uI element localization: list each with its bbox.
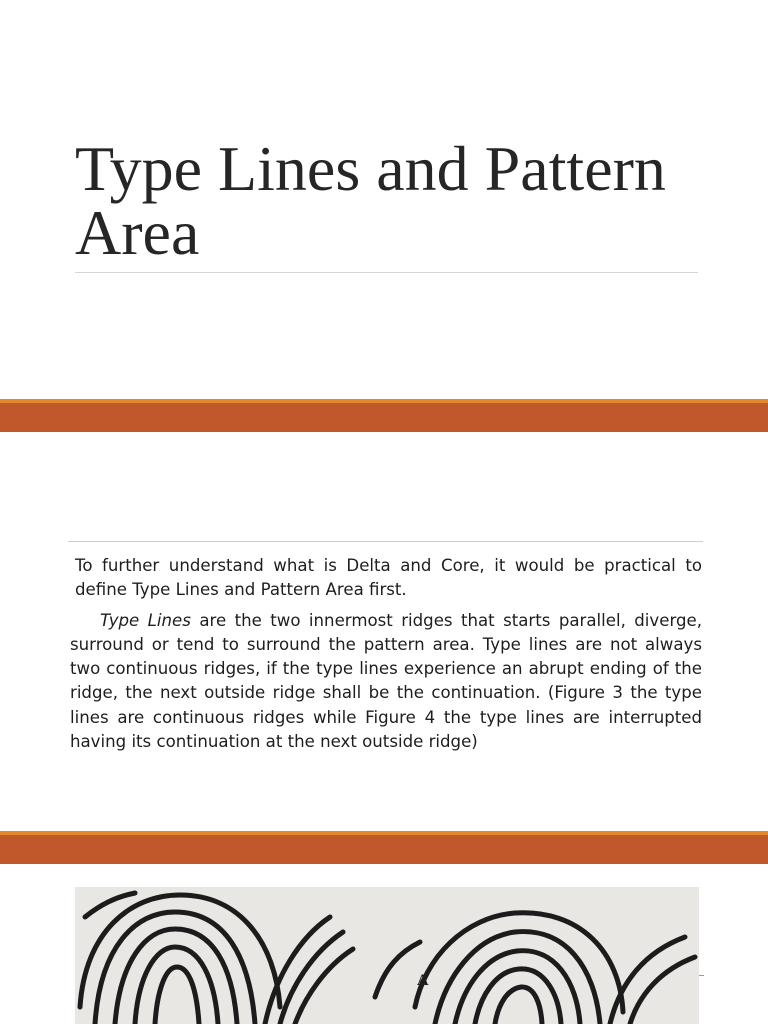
- fingerprint-figure: [75, 887, 699, 1024]
- title-divider: [75, 272, 698, 273]
- figure-edge-mark: [699, 975, 704, 976]
- accent-band-bottom: [0, 831, 768, 864]
- type-lines-term: Type Lines: [100, 610, 191, 630]
- slide-body: [70, 554, 702, 760]
- intro-paragraph: To further understand what is Delta and Core, it would be practical to define Type Lines and Pattern Area first.: [75, 556, 702, 600]
- accent-band-top: [0, 399, 768, 432]
- body-divider: [68, 541, 703, 542]
- figure-marker-label: A: [417, 972, 429, 989]
- slide-title: Type Lines and Pattern Area: [75, 133, 666, 268]
- type-lines-paragraph: [70, 609, 702, 755]
- fingerprint-illustration: [75, 887, 699, 1024]
- type-lines-definition: are the two innermost ridges that starts parallel, diverge, surround or tend to surround the pattern area. Type lines are not always two continuous ridges, if the type lines experience an abrupt ending of the ridge, the next outside ridge shall be the continuation. (Figure 3 the type lines are continuous ridges while Figure 4 the type lines are interrupted having its continuation at the next outside ridge): [70, 610, 702, 752]
